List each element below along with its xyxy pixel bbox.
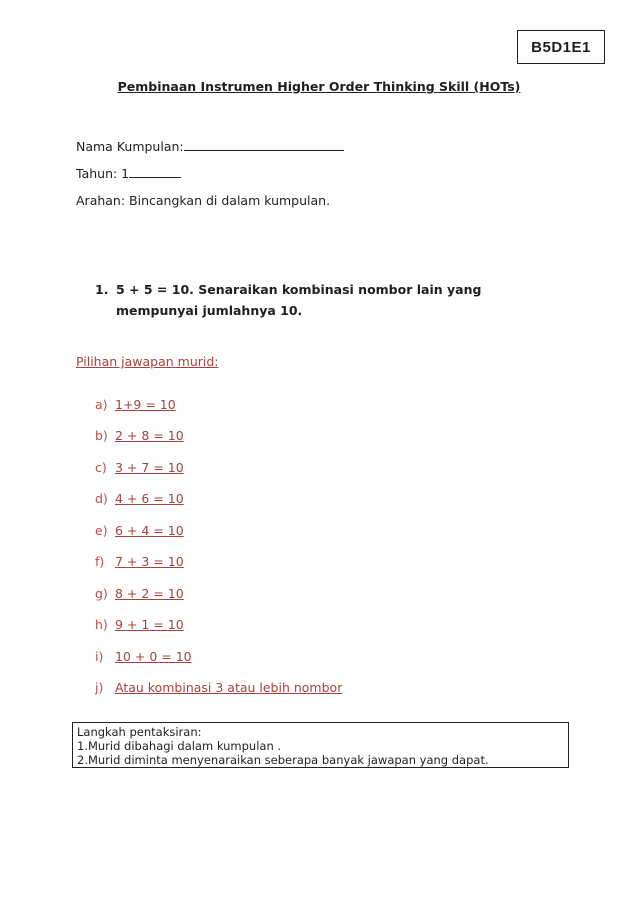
option-letter: j): [95, 680, 104, 695]
pilihan-jawapan-label: Pilihan jawapan murid:: [76, 354, 219, 369]
tahun-label: Tahun: 1: [76, 166, 130, 181]
nama-kumpulan-blank: [184, 138, 344, 151]
arahan-text: Arahan: Bincangkan di dalam kumpulan.: [76, 193, 331, 208]
tahun-row: [76, 165, 181, 181]
option-letter: i): [95, 649, 104, 664]
assessment-box: [72, 722, 569, 768]
option-answer: Atau kombinasi 3 atau lebih nombor: [115, 680, 343, 695]
option-answer: 7 + 3 = 10: [115, 554, 184, 569]
assessment-step-2: 2.Murid diminta menyenaraikan seberapa banyak jawapan yang dapat.: [77, 753, 489, 767]
assessment-step-1: 1.Murid dibahagi dalam kumpulan .: [77, 739, 282, 753]
option-f: [95, 554, 184, 569]
option-letter: a): [95, 397, 108, 412]
option-c: [95, 460, 184, 475]
option-answer: 8 + 2 = 10: [115, 586, 184, 601]
option-letter: h): [95, 617, 108, 632]
option-answer: 1+9 = 10: [115, 397, 176, 412]
question-1: [95, 279, 555, 321]
option-a: [95, 397, 176, 412]
option-answer: 6 + 4 = 10: [115, 523, 184, 538]
option-i: [95, 649, 192, 664]
option-answer: 2 + 8 = 10: [115, 428, 184, 443]
option-answer: 3 + 7 = 10: [115, 460, 184, 475]
question-text: 5 + 5 = 10. Senaraikan kombinasi nombor lain yang mempunyai jumlahnya 10.: [116, 282, 482, 318]
option-answer: 9 + 1 = 10: [115, 617, 184, 632]
tahun-blank: [129, 165, 181, 178]
option-letter: g): [95, 586, 108, 601]
option-b: [95, 428, 184, 443]
document-title: Pembinaan Instrumen Higher Order Thinking Skill (HOTs): [117, 79, 521, 94]
option-e: [95, 523, 184, 538]
option-letter: f): [95, 554, 105, 569]
question-number: 1.: [95, 282, 109, 297]
option-h: [95, 617, 184, 632]
option-g: [95, 586, 184, 601]
nama-kumpulan-row: [76, 138, 344, 154]
option-j: [95, 680, 342, 695]
option-letter: c): [95, 460, 107, 475]
document-code: B5D1E1: [531, 38, 591, 56]
option-answer: 4 + 6 = 10: [115, 491, 184, 506]
assessment-heading: Langkah pentaksiran:: [77, 725, 202, 739]
option-letter: b): [95, 428, 108, 443]
option-letter: d): [95, 491, 108, 506]
option-letter: e): [95, 523, 108, 538]
option-answer: 10 + 0 = 10: [115, 649, 192, 664]
document-code-box: [517, 30, 605, 64]
nama-kumpulan-label: Nama Kumpulan:: [76, 139, 184, 154]
option-d: [95, 491, 184, 506]
